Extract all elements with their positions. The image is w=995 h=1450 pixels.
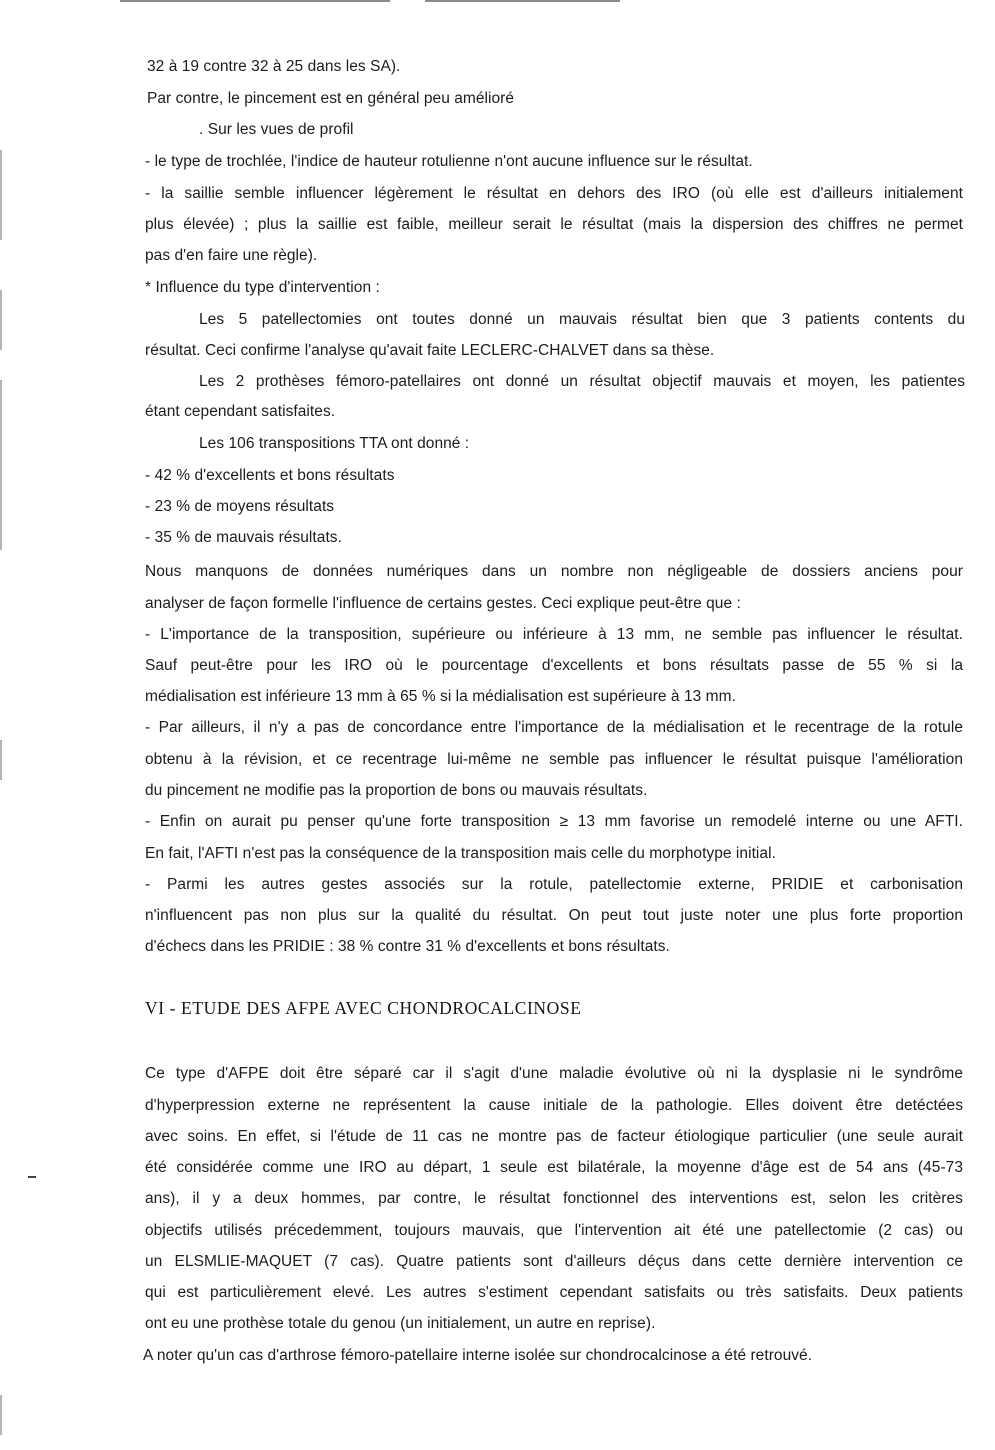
text-line: * Influence du type d'intervention :: [145, 279, 380, 296]
text-line: - L'importance de la transposition, supérieure ou inférieure à 13 mm, ne semble pas influencer le résultat.: [145, 626, 963, 643]
text-line: Par contre, le pincement est en général peu amélioré: [147, 90, 515, 107]
text-line: Les 106 transpositions TTA ont donné :: [199, 435, 470, 452]
scan-top-rule: [120, 0, 390, 2]
text-line: objectifs utilisés précedemment, toujours mauvais, que l'intervention ait été une patellectomie (2 cas) ou: [145, 1222, 963, 1239]
section-heading: VI - ETUDE DES AFPE AVEC CHONDROCALCINOSE: [145, 998, 582, 1018]
scan-edge-mark: [0, 740, 2, 780]
text-line: - Enfin on aurait pu penser qu'une forte transposition ≥ 13 mm favorise un remodelé interne ou une AFTI.: [145, 813, 963, 830]
scan-edge-mark: [0, 380, 2, 550]
text-line: Les 5 patellectomies ont toutes donné un mauvais résultat bien que 3 patients contents du: [199, 311, 965, 328]
text-line: n'influencent pas non plus sur la qualité du résultat. On peut tout juste noter une plus forte proportion: [145, 907, 963, 924]
text-line: d'hyperpression externe ne représentent la cause initiale de la pathologie. Elles doivent être detéctées: [145, 1097, 963, 1114]
scan-dash-mark: [28, 1176, 36, 1178]
text-line: Sauf peut-être pour les IRO où le pourcentage d'excellents et bons résultats passe de 55 % si la: [145, 657, 963, 674]
text-line: Nous manquons de données numériques dans un nombre non négligeable de dossiers anciens pour: [145, 563, 963, 580]
text-line: - le type de trochlée, l'indice de hauteur rotulienne n'ont aucune influence sur le résultat.: [145, 153, 753, 170]
text-line: obtenu à la révision, et ce recentrage lui-même ne semble pas influencer le résultat puisque l'amélioration: [145, 751, 963, 768]
text-line: avec soins. En effet, si l'étude de 11 cas ne montre pas de facteur étiologique particulier (une seule aurait: [145, 1128, 963, 1145]
text-line: ont eu une prothèse totale du genou (un initialement, un autre en reprise).: [145, 1315, 656, 1332]
text-line: qui est particulièrement elevé. Les autres s'estiment cependant satisfaits ou très satisfaits. Deux patients: [145, 1284, 963, 1301]
text-line: d'échecs dans les PRIDIE : 38 % contre 31 % d'excellents et bons résultats.: [145, 938, 670, 955]
text-line: résultat. Ceci confirme l'analyse qu'avait faite LECLERC-CHALVET dans sa thèse.: [145, 342, 715, 359]
text-line: - la saillie semble influencer légèrement le résultat en dehors des IRO (où elle est d'ailleurs initialement: [145, 185, 963, 202]
text-line: plus élevée) ; plus la saillie est faible, meilleur serait le résultat (mais la dispersion des chiffres ne permet: [145, 216, 963, 233]
scan-edge-mark: [0, 1395, 2, 1435]
text-line: . Sur les vues de profil: [199, 121, 354, 138]
scan-edge-mark: [0, 150, 2, 240]
text-line: Ce type d'AFPE doit être séparé car il s'agit d'une maladie évolutive où ni la dysplasie ni le syndrôme: [145, 1065, 963, 1082]
text-line: - 35 % de mauvais résultats.: [145, 529, 342, 546]
text-line: été considérée comme une IRO au départ, 1 seule est bilatérale, la moyenne d'âge est de 54 ans (45-73: [145, 1159, 963, 1176]
text-line: A noter qu'un cas d'arthrose fémoro-patellaire interne isolée sur chondrocalcinose a été retrouvé.: [143, 1347, 813, 1364]
text-line: 32 à 19 contre 32 à 25 dans les SA).: [147, 58, 401, 75]
scan-top-rule: [425, 0, 620, 2]
text-line: un ELSMLIE-MAQUET (7 cas). Quatre patients sont d'ailleurs déçus dans cette dernière intervention ce: [145, 1253, 963, 1270]
text-line: - 42 % d'excellents et bons résultats: [145, 467, 395, 484]
text-line: En fait, l'AFTI n'est pas la conséquence de la transposition mais celle du morphotype initial.: [145, 845, 776, 862]
scan-edge-mark: [0, 290, 2, 350]
text-line: - Parmi les autres gestes associés sur la rotule, patellectomie externe, PRIDIE et carbonisation: [145, 876, 963, 893]
text-line: du pincement ne modifie pas la proportion de bons ou mauvais résultats.: [145, 782, 648, 799]
text-line: - 23 % de moyens résultats: [145, 498, 335, 515]
text-line: Les 2 prothèses fémoro-patellaires ont donné un résultat objectif mauvais et moyen, les patientes: [199, 373, 965, 390]
text-line: - Par ailleurs, il n'y a pas de concordance entre l'importance de la médialisation et le recentrage de la rotule: [145, 719, 963, 736]
text-line: analyser de façon formelle l'influence de certains gestes. Ceci explique peut-être que :: [145, 595, 741, 612]
text-line: étant cependant satisfaites.: [145, 403, 336, 420]
text-line: ans), il y a deux hommes, par contre, le résultat fonctionnel des interventions est, selon les critères: [145, 1190, 963, 1207]
text-line: médialisation est inférieure 13 mm à 65 % si la médialisation est supérieure à 13 mm.: [145, 688, 736, 705]
text-line: pas d'en faire une règle).: [145, 247, 318, 264]
